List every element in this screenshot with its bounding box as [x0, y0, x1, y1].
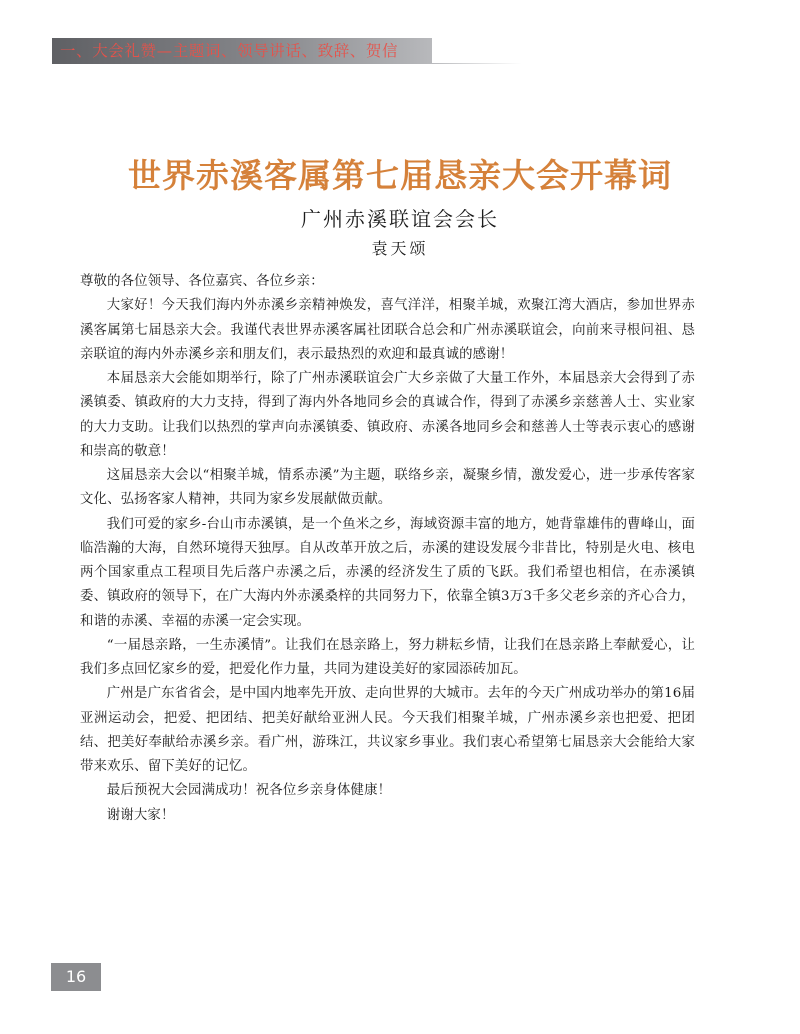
paragraph: 广州是广东省省会，是中国内地率先开放、走向世界的大城市。去年的今天广州成功举办的第16届亚洲运动会，把爱、把团结、把美好献给亚洲人民。今天我们相聚羊城，广州赤溪乡亲也把爱、把团结、把美好奉献给赤溪乡亲。看广州，游珠江，共议家乡事业。我们衷心希望第七届恳亲大会能给大家带来欢乐、留下美好的记忆。 — [80, 686, 695, 774]
page-number: 16 — [65, 967, 87, 986]
paragraph: 谢谢大家！ — [106, 807, 175, 823]
paragraph: 这届恳亲大会以“相聚羊城，情系赤溪”为主题，联络乡亲，凝聚乡情，激发爱心，进一步承传客家文化、弘扬客家人精神，共同为家乡发展献做贡献。 — [80, 468, 695, 508]
paragraph: 最后预祝大会园满成功！祝各位乡亲身体健康！ — [106, 783, 392, 799]
article-body — [80, 270, 695, 828]
article-author: 袁天颂 — [371, 239, 429, 258]
paragraph: 大家好！今天我们海内外赤溪乡亲精神焕发，喜气洋洋，相聚羊城，欢聚江湾大酒店，参加世界赤溪客属第七届恳亲大会。我谨代表世界赤溪客属社团联合总会和广州赤溪联谊会，向前来寻根问祖、恳亲联谊的海内外赤溪乡亲和朋友们，表示最热烈的欢迎和最真诚的感谢！ — [80, 298, 695, 362]
header-divider — [432, 63, 522, 64]
section-header-label: 一、大会礼赞—主题词、领导讲话、致辞、贺信 — [60, 42, 399, 60]
salutation: 尊敬的各位领导、各位嘉宾、各位乡亲： — [80, 274, 324, 289]
paragraph: 本届恳亲大会能如期举行，除了广州赤溪联谊会广大乡亲做了大量工作外，本届恳亲大会得到了赤溪镇委、镇政府的大力支持，得到了海内外各地同乡会的真诚合作，得到了赤溪乡亲慈善人士、实业家的大力支助。让我们以热烈的掌声向赤溪镇委、镇政府、赤溪各地同乡会和慈善人士等表示衷心的感谢和崇高的敬意！ — [80, 371, 695, 459]
paragraph: 我们可爱的家乡-台山市赤溪镇，是一个鱼米之乡，海域资源丰富的地方，她背靠雄伟的曹峰山，面临浩瀚的大海，自然环境得天独厚。自从改革开放之后，赤溪的建设发展今非昔比，特别是火电、核电两个国家重点工程项目先后落户赤溪之后，赤溪的经济发生了质的飞跃。我们希望也相信，在赤溪镇委、镇政府的领导下，在广大海内外赤溪桑梓的共同努力下，依靠全镇3万3千多父老乡亲的齐心合力，和谐的赤溪、幸福的赤溪一定会实现。 — [80, 516, 695, 629]
article-subtitle: 广州赤溪联谊会会长 — [301, 207, 499, 231]
paragraph: “一届恳亲路，一生赤溪情”。让我们在恳亲路上，努力耕耘乡情，让我们在恳亲路上奉献爱心，让我们多点回忆家乡的爱，把爱化作力量，共同为建设美好的家园添砖加瓦。 — [80, 637, 695, 677]
article-title: 世界赤溪客属第七届恳亲大会开幕词 — [128, 156, 672, 195]
